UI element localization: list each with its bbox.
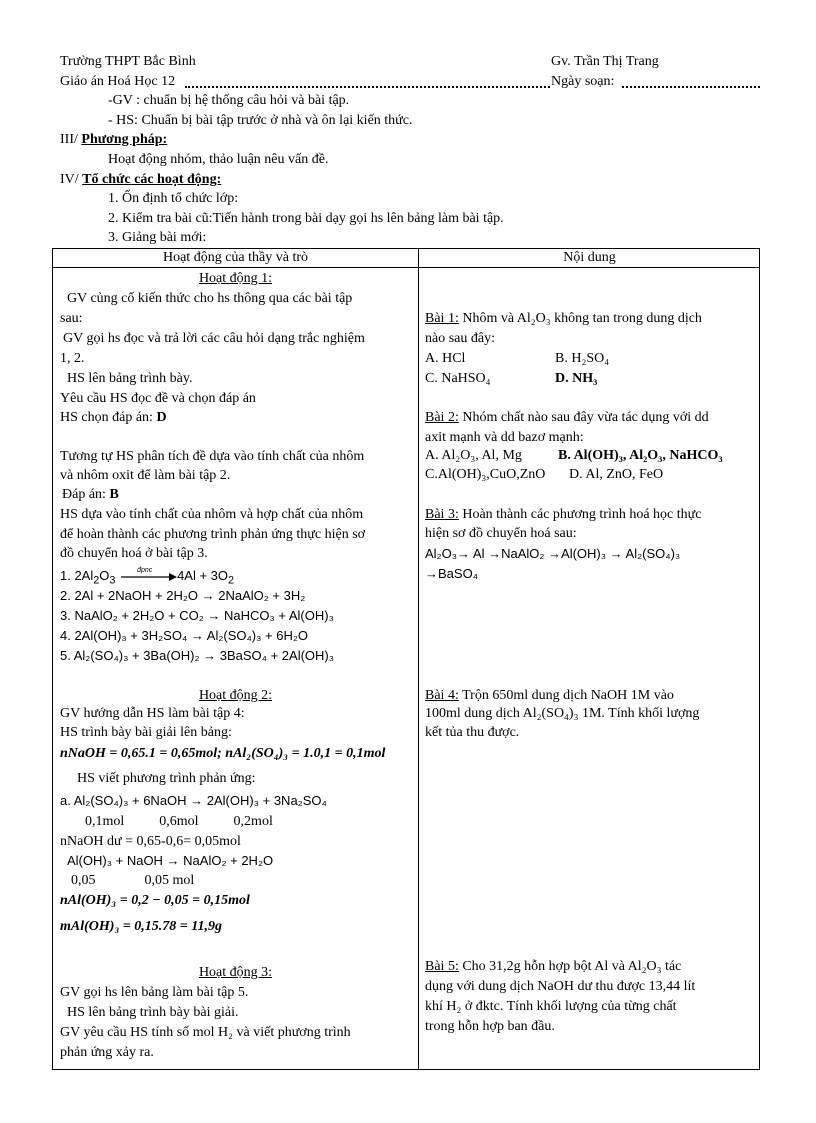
bai2-question: Bài 2: Nhóm chất nào sau đây vừa tác dụng với dd bbox=[425, 410, 709, 425]
hd2-moles: 0,1mol 0,6mol 0,2mol bbox=[85, 814, 273, 829]
electrolysis-arrow bbox=[119, 566, 177, 583]
equation-2: 2. 2Al + 2NaOH + 2H₂O → 2NaAlO₂ + 3H₂ bbox=[60, 588, 306, 603]
hd1-line: sau: bbox=[60, 311, 83, 326]
equation-4: 4. 2Al(OH)₃ + 3H₂SO₄ → Al₂(SO₄)₃ + 6H₂O bbox=[60, 628, 309, 643]
hd1-line: GV củng cố kiến thức cho hs thông qua các bài tập bbox=[67, 291, 353, 306]
hd2-calc: nNaOH = 0,65.1 = 0,65mol; nAl₂(SO₄)₃ = 1.0,1 = 0,1mol bbox=[60, 746, 386, 761]
method-num: III/ bbox=[60, 132, 78, 147]
hd1-answer-line bbox=[62, 486, 119, 504]
col-header-right: Nội dung bbox=[563, 250, 616, 265]
header-divider bbox=[53, 267, 759, 268]
bai3-line: hiện sơ đồ chuyển hoá sau: bbox=[425, 526, 577, 541]
hd2-line: GV hướng dẫn HS làm bài tập 4: bbox=[60, 706, 245, 721]
hd3-line: GV gọi hs lên bảng làm bài tập 5. bbox=[60, 985, 249, 1000]
hd2-calc: mAl(OH)₃ = 0,15.78 = 11,9g bbox=[60, 919, 223, 934]
method-text: Hoạt động nhóm, thảo luận nêu vấn đề. bbox=[108, 152, 329, 167]
answer-label: Đáp án: bbox=[62, 487, 106, 502]
hd1-line: và nhôm oxit để làm bài tập 2. bbox=[60, 468, 231, 483]
bai1-line: nào sau đây: bbox=[425, 331, 495, 346]
bai2-option-b: B. Al(OH)₃, Al₂O₃, NaHCO₃ bbox=[558, 448, 723, 463]
bai5-line: khí H₂ ở đktc. Tính khối lượng của từng chất bbox=[425, 999, 677, 1014]
hd1-line: GV gọi hs đọc và trả lời các câu hỏi dạng trắc nghiệm bbox=[63, 331, 365, 346]
hd1-line: Yêu cầu HS đọc đề và chọn đáp án bbox=[60, 391, 256, 406]
header-dotted-rule bbox=[185, 86, 550, 88]
org-title: Tổ chức các hoạt động: bbox=[82, 172, 222, 187]
hd1-title: Hoạt động 1: bbox=[198, 271, 273, 286]
teacher-name: Gv. Trần Thị Trang bbox=[551, 54, 659, 69]
bai5-label: Bài 5: bbox=[425, 959, 459, 974]
date-label: Ngày soạn: bbox=[551, 74, 615, 89]
hd2-line: HS viết phương trình phản ứng: bbox=[77, 771, 256, 786]
bai4-question: Bài 4: Trộn 650ml dung dịch NaOH 1M vào bbox=[425, 688, 674, 703]
org-heading bbox=[60, 172, 221, 188]
col-header-left: Hoạt động của thầy và trò bbox=[162, 250, 308, 265]
hd1-line: HS lên bảng trình bày. bbox=[67, 371, 193, 386]
bai2-option-d: D. Al, ZnO, FeO bbox=[569, 467, 664, 482]
lesson-table bbox=[52, 248, 760, 1070]
bai1-option-a: A. HCl bbox=[425, 351, 466, 366]
bai3-scheme: Al₂O₃→ Al →NaAlO₂ →Al(OH)₃ → Al₂(SO₄)₃ bbox=[425, 546, 681, 561]
bai5-line: trong hỗn hợp ban đầu. bbox=[425, 1019, 555, 1034]
answer-value: D bbox=[156, 410, 167, 425]
hd3-line: HS lên bảng trình bày bài giải. bbox=[67, 1005, 239, 1020]
hd1-line: 1, 2. bbox=[60, 351, 85, 366]
hd2-excess: nNaOH dư = 0,65-0,6= 0,05mol bbox=[60, 834, 241, 849]
hd1-line: HS dựa vào tính chất của nhôm và hợp chất của nhôm bbox=[60, 507, 364, 522]
bai1-option-b: B. H₂SO₄ bbox=[555, 351, 610, 366]
hd2-calc: nAl(OH)₃ = 0,2 − 0,05 = 0,15mol bbox=[60, 893, 250, 908]
method-heading bbox=[60, 132, 167, 148]
column-divider bbox=[418, 249, 419, 1069]
school-name: Trường THPT Bắc Bình bbox=[60, 54, 196, 69]
equation-5: 5. Al₂(SO₄)₃ + 3Ba(OH)₂ → 3BaSO₄ + 2Al(OH)₃ bbox=[60, 648, 335, 663]
hd2-moles: 0,05 0,05 mol bbox=[71, 873, 195, 888]
hd1-line: Tương tự HS phân tích đề dựa vào tính chất của nhôm bbox=[60, 449, 365, 464]
electrolysis-label: đpnc bbox=[137, 566, 153, 574]
hd3-line: GV yêu cầu HS tính số mol H₂ và viết phương trình bbox=[60, 1025, 351, 1040]
subject-name: Giáo án Hoá Học 12 bbox=[60, 74, 176, 89]
hd2-equation: Al(OH)₃ + NaOH → NaAlO₂ + 2H₂O bbox=[67, 853, 274, 868]
equation-3: 3. NaAlO₂ + 2H₂O + CO₂ → NaHCO₃ + Al(OH)₃ bbox=[60, 608, 334, 623]
hd2-line: HS trình bày bài giải lên bảng: bbox=[60, 725, 232, 740]
hd1-answer-line bbox=[60, 409, 167, 427]
bai1-option-c: C. NaHSO₄ bbox=[425, 371, 491, 386]
bai3-question: Bài 3: Hoàn thành các phương trình hoá học thực bbox=[425, 507, 702, 522]
org-num: IV/ bbox=[60, 172, 79, 187]
hd2-equation: a. Al₂(SO₄)₃ + 6NaOH → 2Al(OH)₃ + 3Na₂SO₄ bbox=[60, 793, 327, 808]
answer-label: HS chọn đáp án: bbox=[60, 410, 153, 425]
bai1-label: Bài 1: bbox=[425, 311, 459, 326]
bai2-line: axit mạnh và dd bazơ mạnh: bbox=[425, 430, 584, 445]
bai4-line: 100ml dung dịch Al₂(SO₄)₃ 1M. Tính khối lượng bbox=[425, 706, 700, 721]
hd3-title: Hoạt động 3: bbox=[198, 965, 273, 980]
bai2-option-a: A. Al₂O₃, Al, Mg bbox=[425, 448, 522, 463]
method-title: Phương pháp: bbox=[81, 132, 168, 147]
bai1-question: Bài 1: Nhôm và Al₂O₃ không tan trong dung dịch bbox=[425, 311, 702, 326]
hd3-line: phản ứng xảy ra. bbox=[60, 1045, 154, 1060]
hd1-line: để hoàn thành các phương trình phản ứng thực hiện sơ bbox=[60, 527, 366, 542]
prep-hs: - HS: Chuẩn bị bài tập trước ở nhà và ôn lại kiến thức. bbox=[108, 113, 413, 128]
bai1-option-d: D. NH₃ bbox=[555, 371, 598, 386]
bai3-label: Bài 3: bbox=[425, 507, 459, 522]
bai4-line: kết tủa thu được. bbox=[425, 725, 520, 740]
org-step1: 1. Ổn định tổ chức lớp: bbox=[108, 191, 239, 206]
bai3-scheme: →BaSO₄ bbox=[425, 566, 478, 581]
hd1-line: đồ chuyển hoá ở bài tập 3. bbox=[60, 546, 208, 561]
equation-1: 1. $2Al_2O_3$ đpnc $4Al + 3O_2$ bbox=[60, 567, 234, 590]
prep-gv: -GV : chuẩn bị hệ thống câu hỏi và bài tập. bbox=[108, 93, 350, 108]
header-dotted-rule-right bbox=[622, 86, 760, 88]
answer-value: B bbox=[109, 487, 119, 502]
bai2-label: Bài 2: bbox=[425, 410, 459, 425]
org-step3: 3. Giảng bài mới: bbox=[108, 230, 207, 245]
bai5-line: dụng với dung dịch NaOH dư thu được 13,44 lít bbox=[425, 979, 696, 994]
bai2-option-c: C.Al(OH)₃,CuO,ZnO bbox=[425, 467, 546, 482]
hd2-title: Hoạt động 2: bbox=[198, 688, 273, 703]
org-step2: 2. Kiểm tra bài cũ:Tiến hành trong bài dạy gọi hs lên bảng làm bài tập. bbox=[108, 211, 504, 226]
arrow-right-icon bbox=[119, 571, 177, 583]
bai5-question: Bài 5: Cho 31,2g hỗn hợp bột Al và Al₂O₃ tác bbox=[425, 959, 682, 974]
bai4-label: Bài 4: bbox=[425, 688, 459, 703]
